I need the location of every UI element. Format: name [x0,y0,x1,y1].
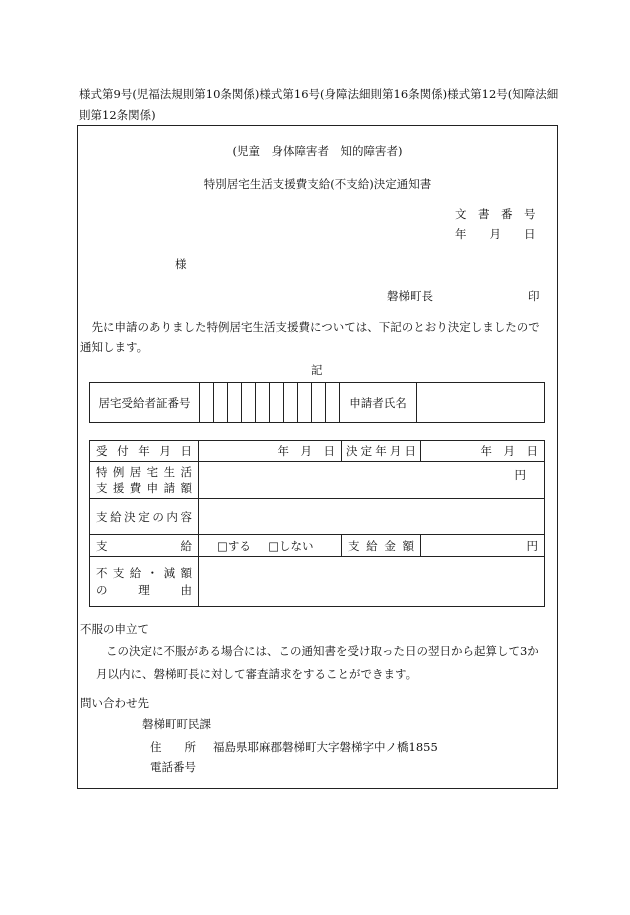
notice-body: 先に申請のありました特例居宅生活支援費については、下記のとおり決定しましたので通知します。 [80,320,540,354]
category-line: (児童 身体障害者 知的障害者) [232,144,403,158]
ki-marker: 記 [311,363,323,377]
decision-date-label: 決 定 年 月 日 [346,444,416,458]
contact-department: 磐梯町町民課 [142,717,211,731]
reason-label-line2: の 理 由 [96,582,192,597]
addressee-suffix: 様 [175,257,187,271]
reason-value [199,557,545,607]
payment-amount-label: 支 給 金 額 [348,538,414,553]
certificate-table [89,382,545,423]
phone-label: 電話番号 [150,760,196,774]
decision-content-value [199,499,545,535]
received-date-label: 受 付 年 月 日 [96,444,192,458]
requested-amount-label-line1: 特 例 居 宅 生 活 [96,465,192,479]
received-date-value: 年 月 日 [199,441,342,462]
address-label: 住 所 [150,740,196,754]
payment-label: 支 給 [96,538,192,553]
pay-yes-checkbox[interactable]: □する [217,538,251,553]
pay-no-checkbox[interactable]: □しない [268,538,314,553]
applicant-name-label: 申請者氏名 [340,383,417,423]
objection-line-1: この決定に不服がある場合には、この通知書を受け取った日の翌日から起算して3か [106,644,539,658]
decision-date-value: 年 月 日 [421,441,545,462]
objection-heading: 不服の申立て [80,622,149,636]
decision-table [89,440,545,607]
applicant-name-value [417,383,545,423]
cert-number-label: 居宅受給者証番号 [90,383,200,423]
address-value: 福島県耶麻郡磐梯町大字磐梯字中ノ橋1855 [213,740,438,754]
sender-name: 磐梯町長 [387,289,433,303]
seal-mark: 印 [528,289,540,303]
date-label: 年 月 日 [455,227,536,241]
document-number-label: 文 書 番 号 [455,207,536,221]
reason-label-line1: 不 支 給 ・ 減 額 [96,565,192,580]
document-title: 特別居宅生活支援費支給(不支給)決定通知書 [203,177,432,191]
contact-heading: 問い合わせ先 [80,696,149,710]
payment-amount-yen: 円 [421,535,545,557]
requested-amount-yen: 円 [199,462,545,499]
objection-line-2: 月以内に、磐梯町長に対して審査請求をすることができます。 [96,667,418,681]
decision-content-label: 支 給 決 定 の 内 容 [96,509,192,524]
requested-amount-label-line2: 支 援 費 申 請 額 [96,481,192,495]
form-number-header: 様式第9号(児福法規則第10条関係)様式第16号(身障法細則第16条関係)様式第12号(知障法細則第12条関係) [79,87,559,122]
